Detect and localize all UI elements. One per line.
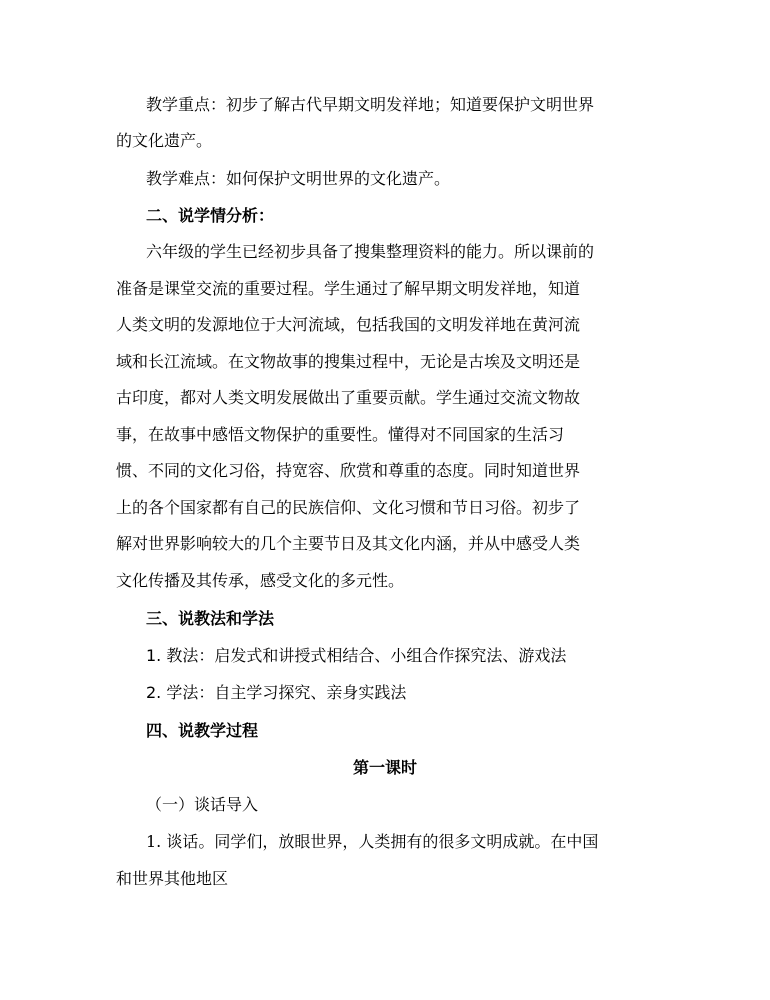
paragraph-line: 六年级的学生已经初步具备了搜集整理资料的能力。所以课前的 [146,242,595,261]
paragraph-line: 文化传播及其传承，感受文化的多元性。 [116,571,405,590]
heading-teaching-process: 四、说教学过程 [146,721,259,740]
paragraph-line: 域和长江流域。在文物故事的搜集过程中，无论是古埃及文明还是 [116,352,581,371]
paragraph-line: 解对世界影响较大的几个主要节日及其文化内涵，并从中感受人类 [116,534,581,553]
lesson-title: 第一课时 [352,758,417,777]
paragraph-key-points: 教学重点：初步了解古代早期文明发祥地；知道要保护文明世界 [146,95,595,114]
paragraph-line: 准备是课堂交流的重要过程。学生通过了解早期文明发祥地，知道 [116,279,581,298]
paragraph-line: 1. 谈话。同学们，放眼世界，人类拥有的很多文明成就。在中国 [146,832,599,851]
heading-student-analysis: 二、说学情分析： [146,206,275,225]
paragraph-line: 古印度，都对人类文明发展做出了重要贡献。学生通过交流文物故 [116,388,581,407]
list-item-teaching-method: 1. 教法：启发式和讲授式相结合、小组合作探究法、游戏法 [146,646,567,665]
paragraph-key-points-cont: 的文化遗产。 [116,131,213,150]
subheading-introduction: （一）谈话导入 [146,795,259,814]
list-item-learning-method: 2. 学法：自主学习探究、亲身实践法 [146,683,407,702]
paragraph-difficult-points: 教学难点：如何保护文明世界的文化遗产。 [146,169,451,188]
paragraph-line: 事，在故事中感悟文物保护的重要性。懂得对不同国家的生活习 [116,425,565,444]
paragraph-line: 人类文明的发源地位于大河流域，包括我国的文明发祥地在黄河流 [116,315,581,334]
paragraph-line: 上的各个国家都有自己的民族信仰、文化习惯和节日习俗。初步了 [116,498,581,517]
paragraph-line: 惯、不同的文化习俗，持宽容、欣赏和尊重的态度。同时知道世界 [116,461,581,480]
paragraph-line: 和世界其他地区 [116,869,229,888]
heading-teaching-methods: 三、说教法和学法 [146,609,275,628]
